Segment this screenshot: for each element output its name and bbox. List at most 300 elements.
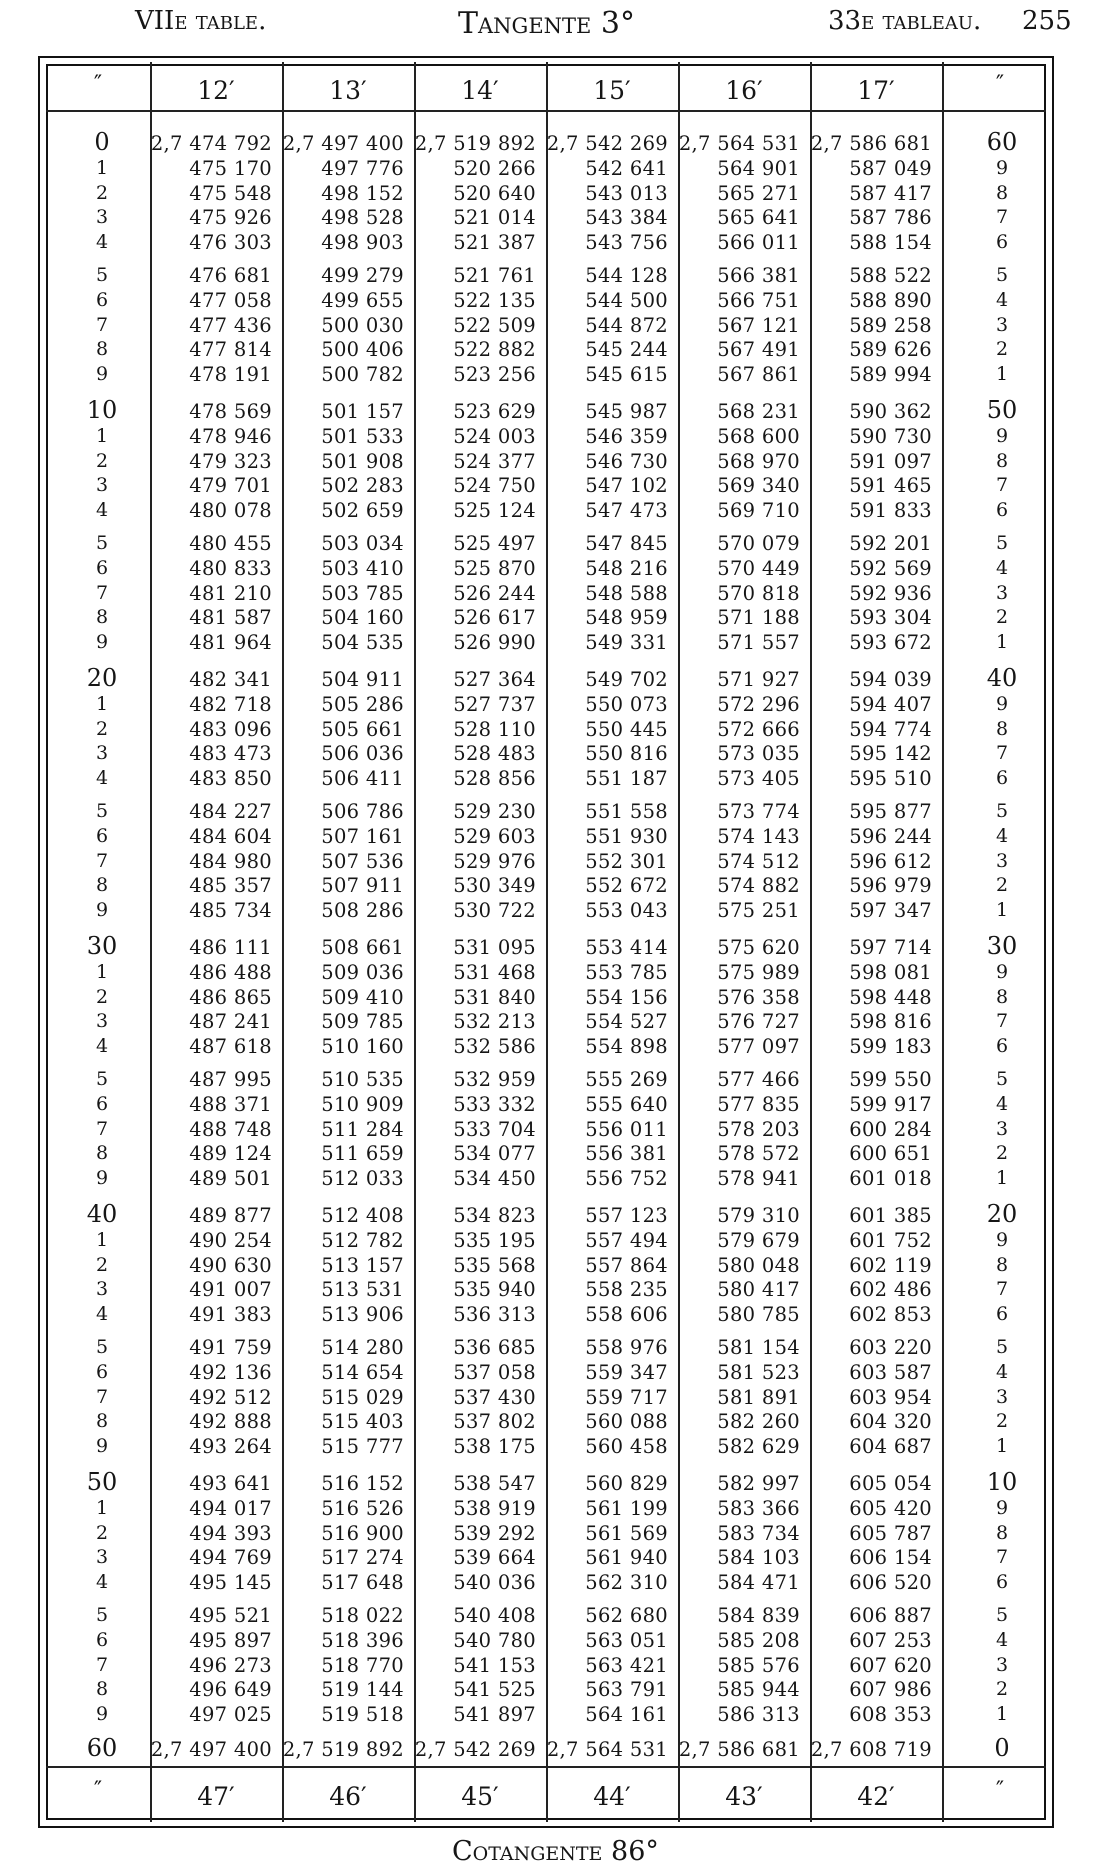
row-seconds-right: 8 [995, 1521, 1009, 1544]
column-divider [282, 62, 284, 1822]
table-cell: 487 618 [189, 1035, 272, 1059]
table-cell: 548 959 [585, 606, 668, 630]
table-cell: 544 500 [585, 288, 668, 312]
table-cell: 525 124 [453, 499, 536, 523]
table-cell: 547 102 [585, 474, 668, 498]
table-cell: 2,7 542 269 [546, 132, 668, 155]
table-cell: 574 882 [717, 874, 800, 898]
table-cell: 528 483 [453, 742, 536, 766]
table-cell: 545 244 [585, 338, 668, 362]
row-seconds-left: 7 [95, 1117, 109, 1140]
row-seconds-right: 40 [986, 664, 1018, 692]
table-cell: 606 887 [849, 1604, 932, 1627]
table-cell: 570 079 [717, 532, 800, 555]
row-seconds-right: 2 [995, 606, 1009, 629]
table-cell: 534 077 [453, 1142, 536, 1166]
table-cell: 504 535 [321, 631, 404, 655]
table-cell: 601 018 [849, 1167, 932, 1191]
table-cell: 506 411 [321, 767, 404, 791]
table-cell: 562 310 [585, 1571, 668, 1595]
table-cell: 581 154 [717, 1336, 800, 1359]
table-cell: 553 414 [585, 936, 668, 959]
table-cell: 574 143 [717, 824, 800, 848]
row-seconds-left: 9 [95, 1435, 109, 1458]
table-cell: 532 586 [453, 1035, 536, 1059]
table-cell: 479 323 [189, 449, 272, 473]
table-cell: 517 648 [321, 1571, 404, 1595]
table-cell: 509 785 [321, 1010, 404, 1034]
row-seconds-right: 7 [995, 1278, 1009, 1301]
minute-footer: 43′ [725, 1782, 763, 1811]
table-cell: 554 898 [585, 1035, 668, 1059]
table-cell: 607 620 [849, 1653, 932, 1677]
table-cell: 600 651 [849, 1142, 932, 1166]
row-seconds-left: 7 [95, 313, 109, 336]
table-cell: 580 417 [717, 1278, 800, 1302]
table-cell: 533 704 [453, 1117, 536, 1141]
table-cell: 528 110 [453, 717, 536, 741]
row-seconds-right: 2 [995, 874, 1009, 897]
table-cell: 544 128 [585, 264, 668, 287]
table-cell: 523 256 [453, 363, 536, 387]
row-seconds-left: 5 [95, 800, 109, 822]
table-cell: 507 911 [321, 874, 404, 898]
table-cell: 488 748 [189, 1117, 272, 1141]
row-seconds-right: 5 [995, 1068, 1009, 1090]
table-cell: 513 157 [321, 1253, 404, 1277]
table-cell: 499 655 [321, 288, 404, 312]
table-cell: 491 759 [189, 1336, 272, 1359]
table-cell: 483 096 [189, 717, 272, 741]
table-cell: 601 385 [849, 1204, 932, 1227]
table-cell: 551 930 [585, 824, 668, 848]
table-cell: 592 201 [849, 532, 932, 555]
header-rule [46, 1766, 1046, 1768]
table-cell: 506 036 [321, 742, 404, 766]
table-cell: 529 603 [453, 824, 536, 848]
row-seconds-left: 8 [95, 1142, 109, 1165]
table-cell: 547 473 [585, 499, 668, 523]
table-cell: 567 861 [717, 363, 800, 387]
table-cell: 593 672 [849, 631, 932, 655]
row-seconds-left: 2 [95, 181, 109, 204]
table-cell: 558 976 [585, 1336, 668, 1359]
table-cell: 522 509 [453, 313, 536, 337]
table-cell: 556 381 [585, 1142, 668, 1166]
row-seconds-right: 4 [995, 1360, 1009, 1383]
row-seconds-right: 2 [995, 1678, 1009, 1701]
row-seconds-left: 20 [86, 664, 118, 692]
table-cell: 482 718 [189, 692, 272, 716]
table-cell: 512 033 [321, 1167, 404, 1191]
table-cell: 579 310 [717, 1204, 800, 1227]
table-cell: 570 818 [717, 581, 800, 605]
row-seconds-left: 4 [95, 499, 109, 522]
table-cell: 525 497 [453, 532, 536, 555]
row-seconds-right: 9 [995, 156, 1009, 179]
table-cell: 545 615 [585, 363, 668, 387]
table-cell: 593 304 [849, 606, 932, 630]
table-cell: 605 420 [849, 1496, 932, 1520]
table-cell: 518 770 [321, 1653, 404, 1677]
table-cell: 491 383 [189, 1303, 272, 1327]
table-cell: 519 518 [321, 1703, 404, 1727]
table-cell: 480 078 [189, 499, 272, 523]
table-cell: 572 666 [717, 717, 800, 741]
row-seconds-left: 50 [86, 1468, 118, 1496]
table-cell: 478 569 [189, 400, 272, 423]
table-cell: 541 525 [453, 1678, 536, 1702]
table-cell: 487 241 [189, 1010, 272, 1034]
row-seconds-left: 9 [95, 899, 109, 922]
row-seconds-right: 5 [995, 1336, 1009, 1358]
row-seconds-left: 3 [95, 206, 109, 229]
table-cell: 515 777 [321, 1435, 404, 1459]
table-cell: 554 156 [585, 985, 668, 1009]
table-cell: 2,7 519 892 [282, 1738, 404, 1761]
table-cell: 607 253 [849, 1628, 932, 1652]
table-cell: 583 734 [717, 1521, 800, 1545]
column-divider [942, 62, 944, 1822]
row-seconds-right: 2 [995, 338, 1009, 361]
table-cell: 498 152 [321, 181, 404, 205]
table-cell: 550 816 [585, 742, 668, 766]
table-cell: 521 761 [453, 264, 536, 287]
table-cell: 578 203 [717, 1117, 800, 1141]
row-seconds-left: 1 [95, 960, 109, 983]
table-cell: 476 303 [189, 231, 272, 255]
table-cell: 494 393 [189, 1521, 272, 1545]
row-seconds-left: 6 [95, 1360, 109, 1383]
row-seconds-right: 5 [995, 1604, 1009, 1626]
table-cell: 522 882 [453, 338, 536, 362]
table-cell: 515 403 [321, 1410, 404, 1434]
row-seconds-right: 2 [995, 1142, 1009, 1165]
minute-footer: 45′ [461, 1782, 499, 1811]
table-cell: 556 752 [585, 1167, 668, 1191]
table-cell: 560 088 [585, 1410, 668, 1434]
table-cell: 477 058 [189, 288, 272, 312]
row-seconds-right: 3 [995, 313, 1009, 336]
table-cell: 503 785 [321, 581, 404, 605]
table-cell: 575 989 [717, 960, 800, 984]
table-cell: 594 774 [849, 717, 932, 741]
row-seconds-right: 4 [995, 1092, 1009, 1115]
table-cell: 529 976 [453, 849, 536, 873]
table-cell: 481 587 [189, 606, 272, 630]
table-cell: 594 407 [849, 692, 932, 716]
table-cell: 482 341 [189, 668, 272, 691]
table-cell: 2,7 608 719 [810, 1738, 932, 1761]
table-cell: 607 986 [849, 1678, 932, 1702]
table-cell: 570 449 [717, 556, 800, 580]
page-footer-title: Cotangente 86° [452, 1836, 659, 1867]
table-cell: 513 531 [321, 1278, 404, 1302]
table-cell: 568 600 [717, 424, 800, 448]
table-cell: 500 030 [321, 313, 404, 337]
table-cell: 522 135 [453, 288, 536, 312]
table-cell: 569 710 [717, 499, 800, 523]
table-cell: 569 340 [717, 474, 800, 498]
table-cell: 573 774 [717, 800, 800, 823]
row-seconds-left: 5 [95, 264, 109, 286]
table-cell: 520 266 [453, 156, 536, 180]
column-divider [150, 62, 152, 1822]
table-cell: 525 870 [453, 556, 536, 580]
table-cell: 500 782 [321, 363, 404, 387]
table-cell: 517 274 [321, 1546, 404, 1570]
table-label: VIIe table. [135, 6, 267, 36]
table-cell: 490 630 [189, 1253, 272, 1277]
table-cell: 520 640 [453, 181, 536, 205]
table-cell: 554 527 [585, 1010, 668, 1034]
column-divider [414, 62, 416, 1822]
table-cell: 538 547 [453, 1472, 536, 1495]
row-seconds-left: 4 [95, 231, 109, 254]
table-cell: 486 865 [189, 985, 272, 1009]
table-cell: 573 035 [717, 742, 800, 766]
seconds-footer-left: ″ [93, 1778, 103, 1803]
table-cell: 557 864 [585, 1253, 668, 1277]
table-cell: 558 235 [585, 1278, 668, 1302]
table-cell: 494 017 [189, 1496, 272, 1520]
table-cell: 587 786 [849, 206, 932, 230]
table-cell: 565 271 [717, 181, 800, 205]
table-cell: 546 359 [585, 424, 668, 448]
row-seconds-right: 9 [995, 692, 1009, 715]
table-cell: 540 408 [453, 1604, 536, 1627]
table-cell: 543 013 [585, 181, 668, 205]
row-seconds-left: 30 [86, 932, 118, 960]
table-cell: 575 620 [717, 936, 800, 959]
table-cell: 606 520 [849, 1571, 932, 1595]
row-seconds-right: 20 [986, 1200, 1018, 1228]
table-cell: 541 897 [453, 1703, 536, 1727]
table-cell: 546 730 [585, 449, 668, 473]
table-cell: 602 119 [849, 1253, 932, 1277]
row-seconds-left: 8 [95, 874, 109, 897]
table-cell: 540 780 [453, 1628, 536, 1652]
row-seconds-left: 4 [95, 1571, 109, 1594]
table-cell: 599 550 [849, 1068, 932, 1091]
table-cell: 603 220 [849, 1336, 932, 1359]
table-cell: 557 123 [585, 1204, 668, 1227]
table-cell: 597 714 [849, 936, 932, 959]
row-seconds-right: 30 [986, 932, 1018, 960]
table-cell: 492 888 [189, 1410, 272, 1434]
table-cell: 602 853 [849, 1303, 932, 1327]
table-cell: 507 536 [321, 849, 404, 873]
minute-footer: 44′ [593, 1782, 631, 1811]
table-cell: 589 626 [849, 338, 932, 362]
table-cell: 485 734 [189, 899, 272, 923]
table-cell: 555 269 [585, 1068, 668, 1091]
table-cell: 587 417 [849, 181, 932, 205]
table-cell: 477 814 [189, 338, 272, 362]
table-cell: 477 436 [189, 313, 272, 337]
table-cell: 558 606 [585, 1303, 668, 1327]
table-cell: 509 410 [321, 985, 404, 1009]
table-cell: 589 258 [849, 313, 932, 337]
minute-header: 13′ [329, 76, 367, 105]
row-seconds-left: 1 [95, 156, 109, 179]
table-cell: 585 576 [717, 1653, 800, 1677]
row-seconds-right: 7 [995, 1546, 1009, 1569]
table-cell: 604 320 [849, 1410, 932, 1434]
table-cell: 562 680 [585, 1604, 668, 1627]
table-cell: 480 833 [189, 556, 272, 580]
row-seconds-right: 5 [995, 264, 1009, 286]
table-cell: 502 659 [321, 499, 404, 523]
table-cell: 563 791 [585, 1678, 668, 1702]
table-cell: 559 717 [585, 1385, 668, 1409]
row-seconds-left: 2 [95, 1253, 109, 1276]
table-cell: 579 679 [717, 1228, 800, 1252]
row-seconds-left: 5 [95, 1604, 109, 1626]
row-seconds-left: 8 [95, 1410, 109, 1433]
minute-header: 15′ [593, 76, 631, 105]
row-seconds-left: 3 [95, 474, 109, 497]
row-seconds-right: 3 [995, 849, 1009, 872]
table-cell: 516 526 [321, 1496, 404, 1520]
table-cell: 590 730 [849, 424, 932, 448]
table-cell: 561 940 [585, 1546, 668, 1570]
table-cell: 560 458 [585, 1435, 668, 1459]
row-seconds-left: 1 [95, 1228, 109, 1251]
row-seconds-right: 6 [995, 1571, 1009, 1594]
table-cell: 588 154 [849, 231, 932, 255]
table-cell: 499 279 [321, 264, 404, 287]
table-cell: 498 903 [321, 231, 404, 255]
table-cell: 483 850 [189, 767, 272, 791]
table-cell: 528 856 [453, 767, 536, 791]
table-cell: 489 124 [189, 1142, 272, 1166]
table-cell: 497 776 [321, 156, 404, 180]
table-cell: 540 036 [453, 1571, 536, 1595]
row-seconds-left: 1 [95, 692, 109, 715]
table-cell: 534 823 [453, 1204, 536, 1227]
table-cell: 580 048 [717, 1253, 800, 1277]
seconds-header-left: ″ [93, 72, 103, 97]
row-seconds-right: 60 [986, 128, 1018, 156]
table-cell: 577 097 [717, 1035, 800, 1059]
row-seconds-right: 8 [995, 717, 1009, 740]
table-cell: 2,7 474 792 [150, 132, 272, 155]
row-seconds-left: 3 [95, 742, 109, 765]
table-cell: 591 833 [849, 499, 932, 523]
table-cell: 574 512 [717, 849, 800, 873]
table-cell: 537 430 [453, 1385, 536, 1409]
table-cell: 506 786 [321, 800, 404, 823]
table-cell: 494 769 [189, 1546, 272, 1570]
row-seconds-right: 0 [994, 1734, 1010, 1762]
table-cell: 2,7 586 681 [810, 132, 932, 155]
table-cell: 576 727 [717, 1010, 800, 1034]
row-seconds-left: 6 [95, 288, 109, 311]
table-cell: 532 213 [453, 1010, 536, 1034]
column-divider [546, 62, 548, 1822]
row-seconds-left: 5 [95, 1068, 109, 1090]
row-seconds-left: 8 [95, 1678, 109, 1701]
table-cell: 484 227 [189, 800, 272, 823]
row-seconds-right: 4 [995, 288, 1009, 311]
table-cell: 598 081 [849, 960, 932, 984]
table-cell: 536 685 [453, 1336, 536, 1359]
table-cell: 538 175 [453, 1435, 536, 1459]
table-cell: 508 661 [321, 936, 404, 959]
table-cell: 568 231 [717, 400, 800, 423]
table-cell: 524 377 [453, 449, 536, 473]
table-cell: 501 533 [321, 424, 404, 448]
table-cell: 567 121 [717, 313, 800, 337]
row-seconds-left: 6 [95, 1092, 109, 1115]
table-cell: 512 782 [321, 1228, 404, 1252]
table-cell: 512 408 [321, 1204, 404, 1227]
table-cell: 476 681 [189, 264, 272, 287]
table-cell: 486 488 [189, 960, 272, 984]
table-cell: 534 450 [453, 1167, 536, 1191]
table-cell: 2,7 564 531 [678, 132, 800, 155]
table-cell: 501 908 [321, 449, 404, 473]
table-cell: 552 301 [585, 849, 668, 873]
table-cell: 598 448 [849, 985, 932, 1009]
table-cell: 537 058 [453, 1360, 536, 1384]
table-cell: 510 909 [321, 1092, 404, 1116]
table-cell: 526 617 [453, 606, 536, 630]
table-cell: 608 353 [849, 1703, 932, 1727]
table-cell: 498 528 [321, 206, 404, 230]
page-title: Tangente 3° [458, 6, 635, 41]
table-cell: 584 839 [717, 1604, 800, 1627]
table-cell: 597 347 [849, 899, 932, 923]
table-cell: 2,7 586 681 [678, 1738, 800, 1761]
table-cell: 531 095 [453, 936, 536, 959]
table-cell: 539 292 [453, 1521, 536, 1545]
table-cell: 575 251 [717, 899, 800, 923]
table-cell: 553 043 [585, 899, 668, 923]
row-seconds-right: 50 [986, 396, 1018, 424]
row-seconds-right: 8 [995, 181, 1009, 204]
table-cell: 578 941 [717, 1167, 800, 1191]
row-seconds-right: 3 [995, 1653, 1009, 1676]
page-number: 255 [1022, 6, 1072, 36]
table-cell: 513 906 [321, 1303, 404, 1327]
table-cell: 581 523 [717, 1360, 800, 1384]
row-seconds-left: 8 [95, 338, 109, 361]
row-seconds-right: 9 [995, 424, 1009, 447]
table-cell: 573 405 [717, 767, 800, 791]
table-cell: 557 494 [585, 1228, 668, 1252]
table-cell: 582 260 [717, 1410, 800, 1434]
row-seconds-right: 10 [986, 1468, 1018, 1496]
table-cell: 531 840 [453, 985, 536, 1009]
table-cell: 507 161 [321, 824, 404, 848]
table-cell: 536 313 [453, 1303, 536, 1327]
table-cell: 509 036 [321, 960, 404, 984]
table-cell: 596 979 [849, 874, 932, 898]
row-seconds-right: 9 [995, 960, 1009, 983]
row-seconds-left: 10 [86, 396, 118, 424]
row-seconds-right: 9 [995, 1496, 1009, 1519]
table-cell: 588 522 [849, 264, 932, 287]
table-cell: 535 568 [453, 1253, 536, 1277]
table-cell: 521 387 [453, 231, 536, 255]
table-cell: 561 199 [585, 1496, 668, 1520]
table-cell: 576 358 [717, 985, 800, 1009]
row-seconds-right: 1 [995, 363, 1009, 386]
table-cell: 605 054 [849, 1472, 932, 1495]
row-seconds-left: 2 [95, 1521, 109, 1544]
